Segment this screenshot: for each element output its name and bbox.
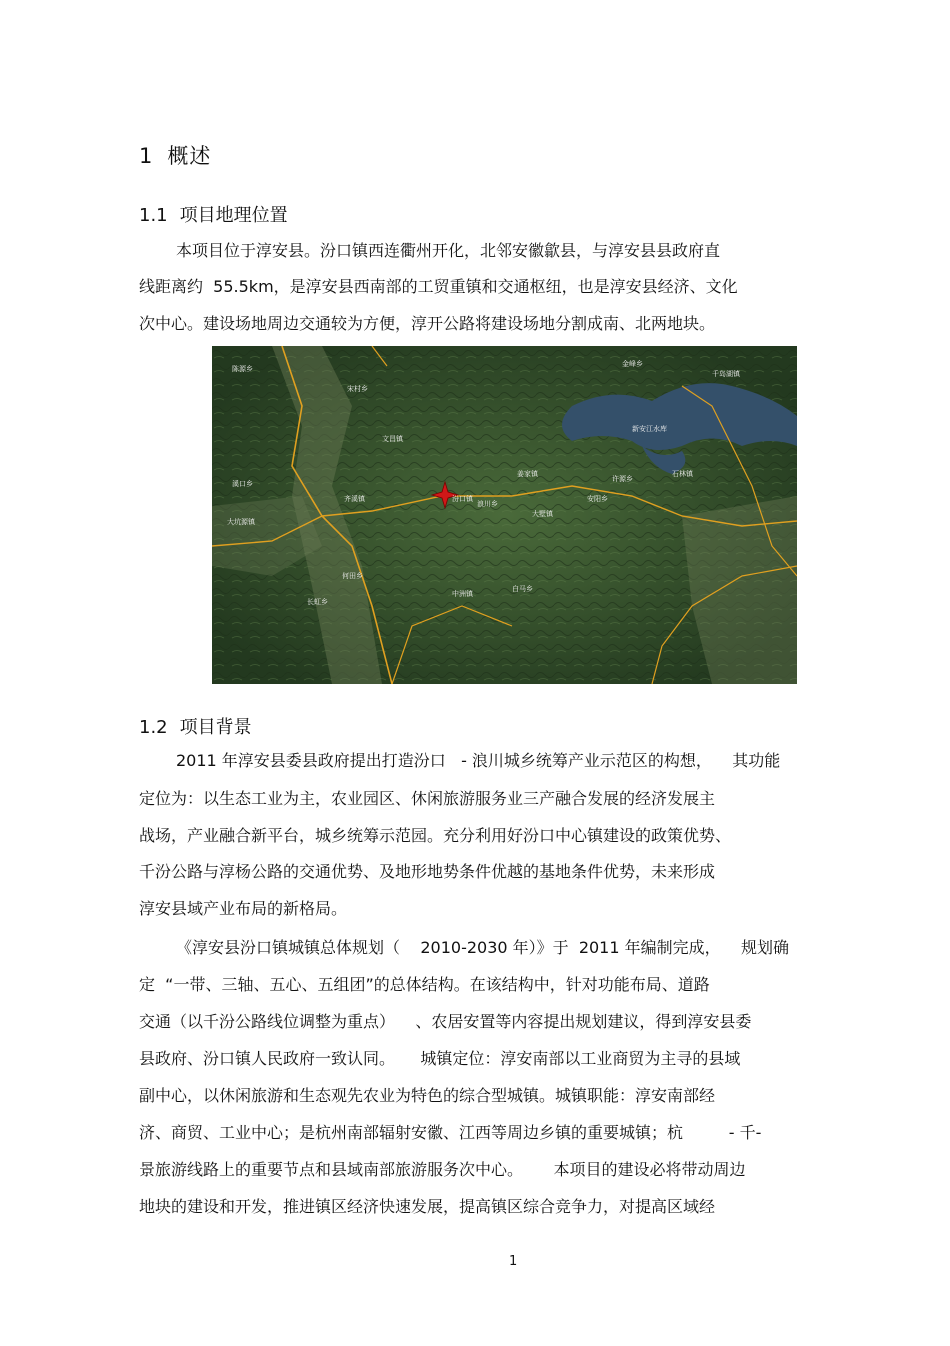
paragraph-line: 战场，产业融合新平台，城乡统筹示范园。充分利用好汾口中心镇建设的政策优势、 bbox=[139, 826, 732, 845]
paragraph-line: 定 “一带、三轴、五心、五组团”的总体结构。在该结构中，针对功能布局、道路 bbox=[139, 975, 710, 994]
map-place-label: 长虹乡 bbox=[307, 598, 328, 606]
map-place-label: 白马乡 bbox=[512, 585, 533, 593]
paragraph-line: 定位为：以生态工业为主，农业园区、休闲旅游服务业三产融合发展的经济发展主 bbox=[139, 789, 716, 808]
paragraph-line: 景旅游线路上的重要节点和县域南部旅游服务次中心。 本项目的建设必将带动周边 bbox=[139, 1160, 746, 1179]
section-heading-1-1 bbox=[139, 201, 288, 227]
section-number: 1 bbox=[139, 144, 154, 168]
map-place-label: 陈源乡 bbox=[232, 365, 253, 373]
section-heading-1 bbox=[139, 140, 211, 170]
paragraph-line: 淳安县域产业布局的新格局。 bbox=[139, 899, 348, 918]
paragraph-line: 线距离约 55.5km，是淳安县西南部的工贸重镇和交通枢纽，也是淳安县经济、文化 bbox=[139, 277, 738, 296]
map-place-label: 溪口乡 bbox=[232, 480, 253, 488]
section-title: 项目背景 bbox=[179, 717, 252, 738]
map-place-label: 新安江水库 bbox=[632, 425, 667, 433]
section-title: 项目地理位置 bbox=[179, 205, 288, 226]
location-map bbox=[212, 346, 797, 684]
paragraph-line: 交通（以千汾公路线位调整为重点） 、农居安置等内容提出规划建议，得到淳安县委 bbox=[139, 1012, 752, 1031]
map-marker-label: 汾口镇 bbox=[452, 495, 473, 503]
map-place-label: 安阳乡 bbox=[587, 495, 608, 503]
map-place-label: 石林镇 bbox=[672, 470, 693, 478]
map-place-label: 大墅镇 bbox=[532, 510, 553, 518]
map-place-label: 千岛湖镇 bbox=[712, 370, 740, 378]
paragraph-line: 次中心。建设场地周边交通较为方便，淳开公路将建设场地分割成南、北两地块。 bbox=[139, 314, 716, 333]
paragraph-line: 县政府、汾口镇人民政府一致认同。 城镇定位：淳安南部以工业商贸为主寻的县域 bbox=[139, 1049, 741, 1068]
map-place-label: 宋村乡 bbox=[347, 385, 368, 393]
paragraph-line: 地块的建设和开发，推进镇区经济快速发展，提高镇区综合竞争力，对提高区域经 bbox=[139, 1197, 716, 1216]
section-title: 概述 bbox=[167, 144, 212, 168]
map-place-label: 中洲镇 bbox=[452, 590, 473, 598]
map-place-label: 浪川乡 bbox=[477, 500, 498, 508]
paragraph-line: 济、商贸、工业中心；是杭州南部辐射安徽、江西等周边乡镇的重要城镇；杭 - 千- bbox=[139, 1123, 762, 1142]
paragraph-line: 千汾公路与淳杨公路的交通优势、及地形地势条件优越的基地条件优势，未来形成 bbox=[139, 862, 716, 881]
section-number: 1.2 bbox=[139, 717, 168, 738]
map-place-label: 大坑源镇 bbox=[227, 518, 255, 526]
map-place-label: 何田乡 bbox=[342, 572, 363, 580]
satellite-map-image bbox=[212, 346, 797, 684]
paragraph-line: 2011 年淳安县委县政府提出打造汾口 - 浪川城乡统筹产业示范区的构想， 其功能 bbox=[176, 751, 781, 770]
map-place-label: 齐溪镇 bbox=[344, 495, 365, 503]
section-heading-1-2 bbox=[139, 713, 252, 739]
map-place-label: 金峰乡 bbox=[622, 360, 643, 368]
section-number: 1.1 bbox=[139, 205, 168, 226]
map-place-label: 文昌镇 bbox=[382, 435, 403, 443]
paragraph-line: 副中心，以休闲旅游和生态观先农业为特色的综合型城镇。城镇职能：淳安南部经 bbox=[139, 1086, 716, 1105]
paragraph-line: 《淳安县汾口镇城镇总体规划（ 2010-2030 年）》于 2011 年编制完成， 规划确 bbox=[176, 938, 789, 957]
map-place-label: 许源乡 bbox=[612, 475, 633, 483]
paragraph-line: 本项目位于淳安县。汾口镇西连衢州开化，北邻安徽歙县，与淳安县县政府直 bbox=[176, 241, 721, 260]
map-place-label: 姜家镇 bbox=[517, 470, 538, 478]
page-number: 1 bbox=[509, 1254, 518, 1269]
